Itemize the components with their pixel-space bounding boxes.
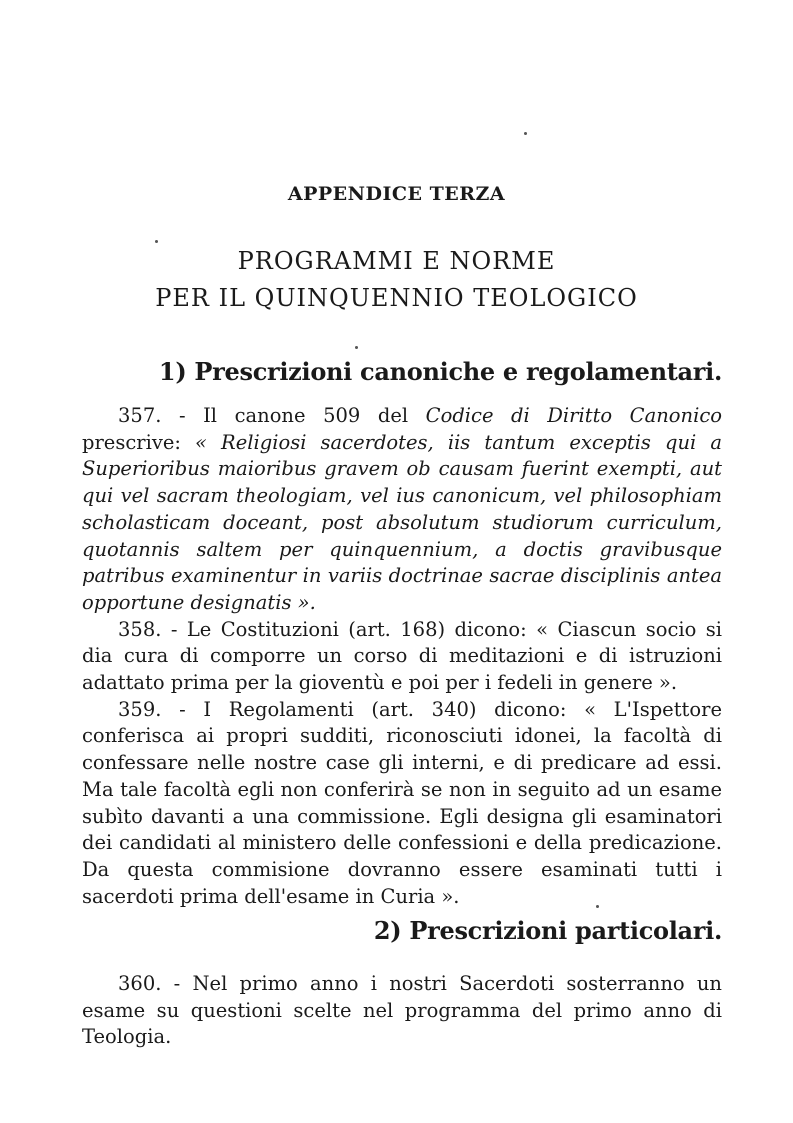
paragraph-number: 359. - <box>118 697 186 721</box>
latin-quotation: « Religiosi sacerdotes, iis tantum exceptis qui a Superioribus maioribus gravem ob causam fuerint exempti, aut qui vel sacram theologiam, vel ius canonicum, vel philosophiam scholasticam doceant, post absolutum studiorum curriculum, quotannis saltem per quinquennium, a doctis gravibusque patribus examinentur in variis doctrinae sacrae disciplinis antea opportune designatis ». <box>82 430 722 614</box>
scan-speck <box>524 132 527 135</box>
paragraph-360 <box>82 971 722 1051</box>
paragraph-number: 360. - <box>118 972 181 995</box>
main-title <box>0 243 793 317</box>
paragraph-text: Nel primo anno i nostri Sacerdoti sosterranno un esame su questioni scelte nel programma del primo anno di Teologia. <box>82 972 722 1049</box>
paragraph-text: prescrive: <box>82 430 181 454</box>
section-heading-2: 2) Prescrizioni particolari. <box>373 916 722 945</box>
paragraph-text: I Regolamenti (art. 340) dicono: « L'Ispettore conferisca ai propri sudditi, riconosciuti idonei, la facoltà di confessare nelle nostre case gli interni, e di predicare ad essi. Ma tale facoltà egli non conferirà se non in seguito ad un esame subìto davanti a una commissione. Egli designa gli esaminatori dei candidati al ministero delle confessioni e della predicazione. Da questa commisione dovranno essere esaminati tutti i sacerdoti prima dell'esame in Curia ». <box>82 697 722 908</box>
section-heading-1: 1) Prescrizioni canoniche e regolamentari. <box>158 357 722 386</box>
appendix-title: APPENDICE TERZA <box>287 183 506 205</box>
paragraph-text: Il canone 509 del <box>203 404 409 427</box>
cited-work-title: Codice di Diritto Canonico <box>425 404 722 427</box>
scan-speck <box>596 905 599 908</box>
scan-speck <box>155 240 158 243</box>
main-title-line-1: PROGRAMMI E NORME <box>237 247 556 275</box>
section-2-body <box>82 971 722 1051</box>
paragraph-number: 357. - <box>118 404 186 427</box>
section-1-body <box>82 403 722 910</box>
main-title-line-2: PER IL QUINQUENNIO TEOLOGICO <box>155 284 638 312</box>
scan-speck <box>355 346 358 349</box>
paragraph-359 <box>82 697 722 911</box>
paragraph-text: Le Costituzioni (art. 168) dicono: « Ciascun socio si dia cura di comporre un corso di meditazioni e di istruzioni adattato prima per la gioventù e poi per i fedeli in genere ». <box>82 617 722 695</box>
paragraph-357 <box>82 403 722 617</box>
paragraph-358 <box>82 617 722 697</box>
paragraph-number: 358. - <box>118 617 178 641</box>
